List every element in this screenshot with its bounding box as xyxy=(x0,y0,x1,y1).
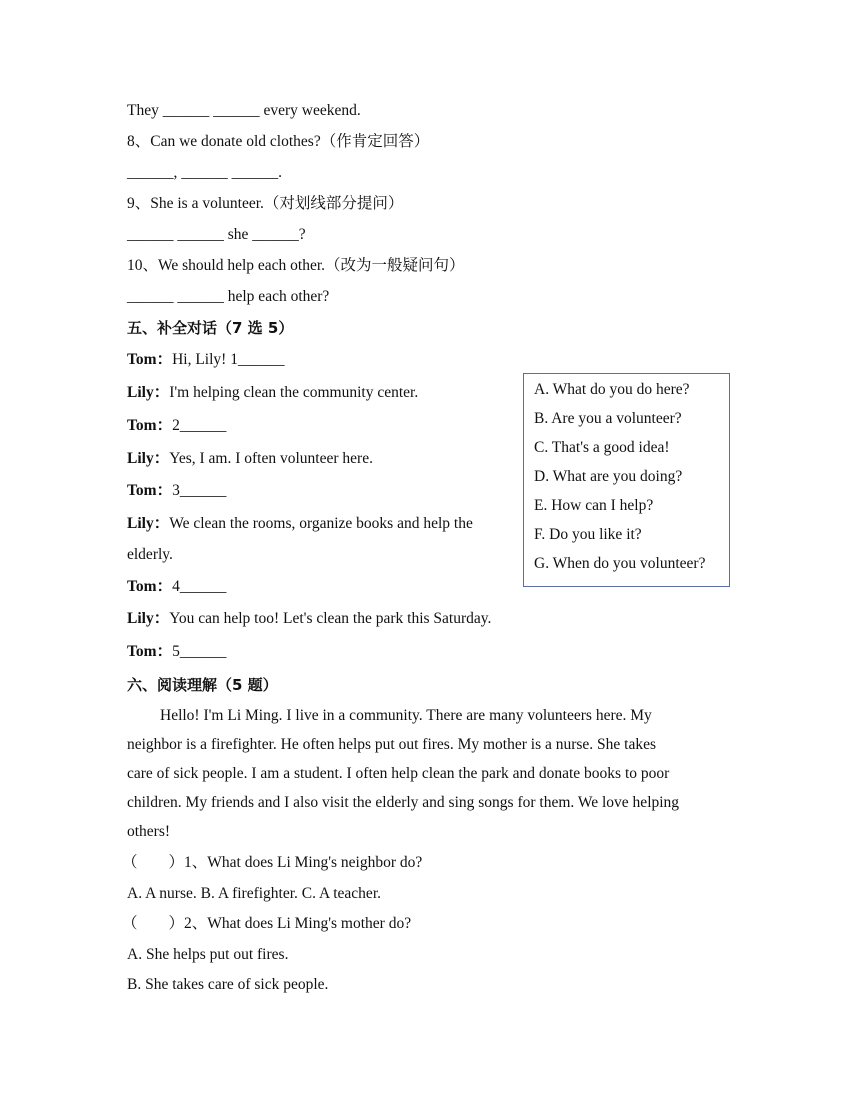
dialogue-text: 2______ xyxy=(172,417,227,434)
dialogue-text: 5______ xyxy=(172,643,227,660)
speaker-label: Tom： xyxy=(127,351,173,368)
dialogue-line xyxy=(127,350,284,370)
option-e: E. How can I help? xyxy=(534,497,654,514)
reading-question-2-option-a: A. She helps put out fires. xyxy=(127,946,289,963)
q9-answer-line: ______ ______ she ______? xyxy=(127,226,306,243)
options-box xyxy=(523,373,730,587)
option-c: C. That's a good idea! xyxy=(534,439,670,456)
passage-line: others! xyxy=(127,823,171,840)
speaker-label: Tom： xyxy=(127,482,173,499)
reading-question-2-option-b: B. She takes care of sick people. xyxy=(127,976,329,993)
dialogue-line xyxy=(127,481,226,501)
q8-prompt: 8、Can we donate old clothes?（作肯定回答） xyxy=(127,133,430,150)
option-a: A. What do you do here? xyxy=(534,381,690,398)
dialogue-line xyxy=(127,609,491,629)
q10-prompt: 10、We should help each other.（改为一般疑问句） xyxy=(127,257,465,274)
q9-prompt: 9、She is a volunteer.（对划线部分提问） xyxy=(127,195,404,212)
passage-line: children. My friends and I also visit the elderly and sing songs for them. We love helping xyxy=(127,794,680,811)
reading-question-1-options: A. A nurse. B. A firefighter. C. A teacher. xyxy=(127,885,381,902)
passage-line: neighbor is a firefighter. He often helps put out fires. My mother is a nurse. She takes xyxy=(127,736,657,753)
dialogue-text: 4______ xyxy=(172,578,227,595)
section6-heading: 六、阅读理解（5 题） xyxy=(127,676,278,694)
section5-heading: 五、补全对话（7 选 5） xyxy=(127,319,294,337)
option-b: B. Are you a volunteer? xyxy=(534,410,682,427)
speaker-label: Lily： xyxy=(127,384,170,401)
speaker-label: Tom： xyxy=(127,578,173,595)
dialogue-line xyxy=(127,545,173,565)
dialogue-line xyxy=(127,577,226,597)
dialogue-text: Hi, Lily! 1______ xyxy=(172,351,285,368)
speaker-label: Lily： xyxy=(127,610,170,627)
dialogue-line xyxy=(127,642,226,662)
q7-answer-line: They ______ ______ every weekend. xyxy=(127,102,361,119)
dialogue-text: We clean the rooms, organize books and help the xyxy=(169,515,473,532)
dialogue-text: 3______ xyxy=(172,482,227,499)
option-d: D. What are you doing? xyxy=(534,468,683,485)
dialogue-line xyxy=(127,416,226,436)
reading-question-2: （ ）2、What does Li Ming's mother do? xyxy=(122,915,412,932)
passage-line: care of sick people. I am a student. I often help clean the park and donate books to poor xyxy=(127,765,670,782)
option-f: F. Do you like it? xyxy=(534,526,642,543)
q8-answer-line: ______, ______ ______. xyxy=(127,164,282,181)
dialogue-text: elderly. xyxy=(127,546,173,563)
dialogue-line xyxy=(127,449,373,469)
option-g: G. When do you volunteer? xyxy=(534,555,706,572)
speaker-label: Tom： xyxy=(127,643,173,660)
passage-line: Hello! I'm Li Ming. I live in a community. There are many volunteers here. My xyxy=(160,707,652,724)
dialogue-line xyxy=(127,383,418,403)
reading-question-1: （ ）1、What does Li Ming's neighbor do? xyxy=(122,854,423,871)
dialogue-text: I'm helping clean the community center. xyxy=(169,384,419,401)
speaker-label: Lily： xyxy=(127,515,170,532)
q10-answer-line: ______ ______ help each other? xyxy=(127,288,330,305)
dialogue-text: You can help too! Let's clean the park this Saturday. xyxy=(169,610,492,627)
dialogue-line xyxy=(127,514,473,534)
speaker-label: Lily： xyxy=(127,450,170,467)
dialogue-text: Yes, I am. I often volunteer here. xyxy=(169,450,373,467)
speaker-label: Tom： xyxy=(127,417,173,434)
